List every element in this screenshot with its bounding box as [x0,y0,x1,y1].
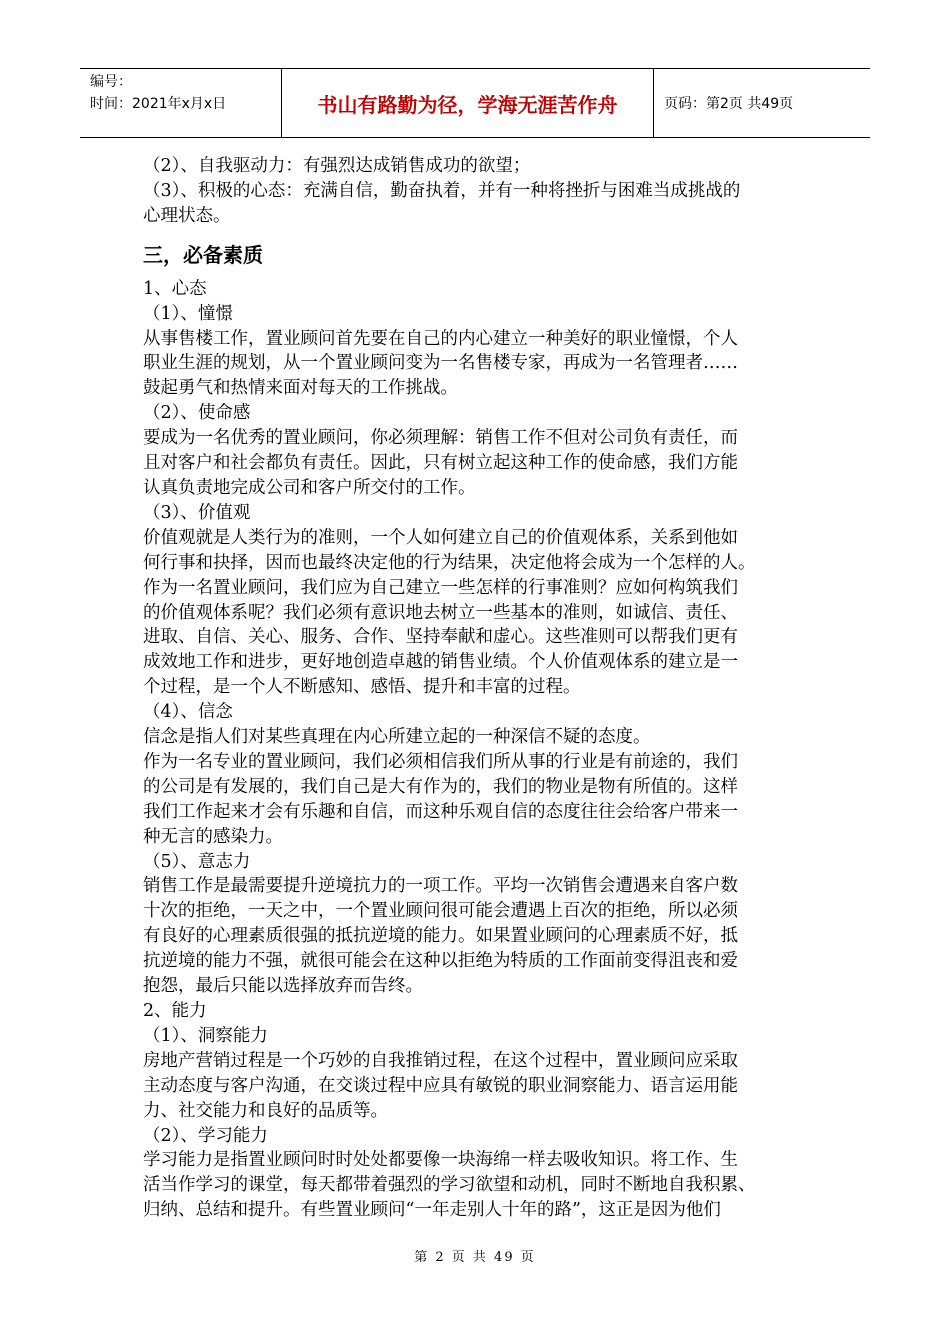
header-motto-cell [282,69,654,137]
body-line: 力、社交能力和良好的品质等。 [143,1100,388,1121]
document-number-label: 编号： [90,74,132,90]
body-line: 个过程，是一个人不断感知、感悟、提升和丰富的过程。 [143,677,581,698]
body-line: 进取、自信、关心、服务、合作、坚持奉献和虚心。这些准则可以帮我们更有 [143,627,738,648]
body-line: （4）、信念 [143,702,233,723]
body-line: （2）、学习能力 [143,1125,268,1146]
body-line: 职业生涯的规划，从一个置业顾问变为一名售楼专家，再成为一名管理者…… [143,353,738,374]
body-line: 价值观就是人类行为的准则，一个人如何建立自己的价值观体系，关系到他如 [143,527,738,548]
body-line: 我们工作起来才会有乐趣和自信，而这种乐观自信的态度往往会给客户带来一 [143,801,738,822]
body-line: 心理状态。 [143,205,231,226]
body-line: 的价值观体系呢？我们必须有意识地去树立一些基本的准则，如诚信、责任、 [143,602,738,623]
body-line: 主动态度与客户沟通，在交谈过程中应具有敏锐的职业洞察能力、语言运用能 [143,1075,738,1096]
body-line: （3）、价值观 [143,502,251,523]
body-line: 成效地工作和进步，更好地创造卓越的销售业绩。个人价值观体系的建立是一 [143,652,738,673]
header-meta-cell [80,69,282,137]
header-motto: 书山有路勤为径，学海无涯苦作舟 [317,92,618,117]
body-line: 且对客户和社会都负有责任。因此，只有树立起这种工作的使命感，我们方能 [143,453,738,474]
body-line: 学习能力是指置业顾问时时处处都要像一块海绵一样去吸收知识。将工作、生 [143,1150,738,1171]
document-date: 时间：2021年x月x日 [90,96,227,112]
body-line: 种无言的感染力。 [143,826,283,847]
body-line: 的公司是有发展的，我们自己是大有作为的，我们的物业是物有所值的。这样 [143,776,738,797]
body-line: 2、能力 [143,1001,207,1021]
body-line: 十次的拒绝，一天之中，一个置业顾问很可能会遭遇上百次的拒绝，所以必须 [143,901,738,922]
body-line: 何行事和抉择，因而也最终决定他的行为结果，决定他将会成为一个怎样的人。 [143,552,756,573]
body-line: 销售工作是最需要提升逆境抗力的一项工作。平均一次销售会遭遇来自客户数 [143,876,738,897]
body-line: （2）、使命感 [143,403,251,424]
body-line: 有良好的心理素质很强的抵抗逆境的能力。如果置业顾问的心理素质不好，抵 [143,926,738,947]
body-line: （1）、憧憬 [143,303,233,324]
body-line: （1）、洞察能力 [143,1025,268,1046]
body-line: 房地产营销过程是一个巧妙的自我推销过程，在这个过程中，置业顾问应采取 [143,1050,738,1071]
body-line: 信念是指人们对某些真理在内心所建立起的一种深信不疑的态度。 [143,727,651,748]
body-line: 认真负责地完成公司和客户所交付的工作。 [143,477,476,498]
document-header [80,68,870,138]
body-line: （3）、积极的心态：充满自信，勤奋执着，并有一种将挫折与困难当成挑战的 [143,180,741,201]
body-line: 活当作学习的课堂，每天都带着强烈的学习欲望和动机，同时不断地自我积累、 [143,1175,756,1196]
header-page-cell [654,69,870,137]
body-line: 作为一名专业的置业顾问，我们必须相信我们所从事的行业是有前途的，我们 [143,751,738,772]
body-line: 抗逆境的能力不强，就很可能会在这种以拒绝为特质的工作面前变得沮丧和爱 [143,951,738,972]
body-line: 抱怨，最后只能以选择放弃而告终。 [143,976,423,997]
body-line: 鼓起勇气和热情来面对每天的工作挑战。 [143,378,458,399]
page-footer [0,1246,950,1265]
body-line: 要成为一名优秀的置业顾问，你必须理解：销售工作不但对公司负有责任，而 [143,428,738,449]
body-line: （2）、自我驱动力：有强烈达成销售成功的欲望； [143,156,531,176]
body-line: 归纳、总结和提升。有些置业顾问“一年走别人十年的路”，这正是因为他们 [143,1200,721,1221]
document-body [143,154,815,1223]
body-paragraphs [143,277,815,1223]
section-heading: 三，必备素质 [143,242,263,267]
footer-page-number: 第 2 页 共 49 页 [414,1250,536,1265]
body-line: （5）、意志力 [143,851,251,872]
body-line: 作为一名置业顾问，我们应为自己建立一些怎样的行事准则？应如何构筑我们 [143,577,738,598]
body-line: 从事售楼工作，置业顾问首先要在自己的内心建立一种美好的职业憧憬，个人 [143,328,738,349]
header-page-info: 页码：第2页 共49页 [664,96,794,112]
body-line: 1、心态 [143,278,207,299]
